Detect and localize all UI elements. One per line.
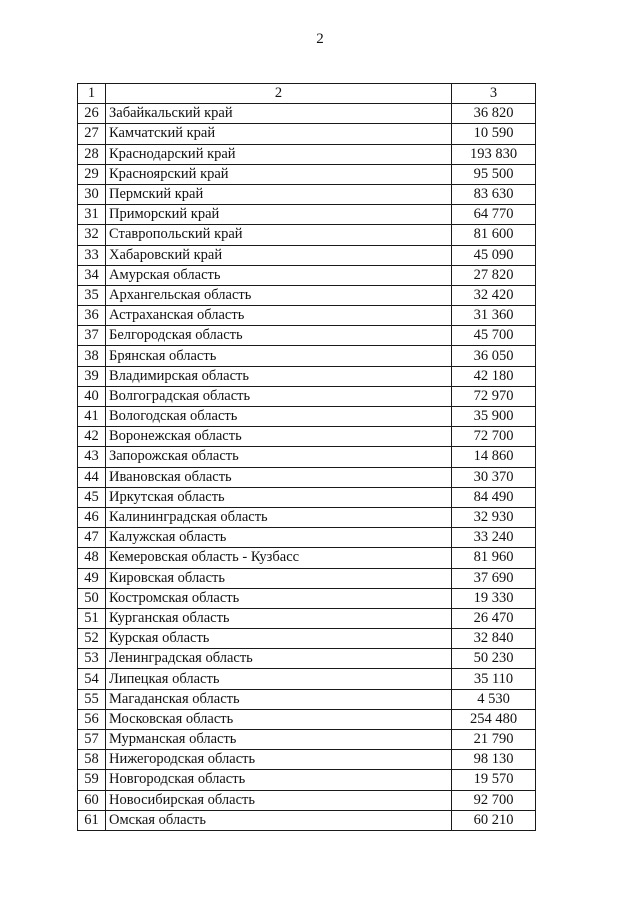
value-cell: 32 930 — [452, 507, 536, 527]
row-number-cell: 46 — [78, 507, 106, 527]
row-number-cell: 49 — [78, 568, 106, 588]
table-row — [78, 750, 536, 770]
region-name-cell: Красноярский край — [106, 164, 452, 184]
row-number-cell: 52 — [78, 629, 106, 649]
region-name-cell: Кировская область — [106, 568, 452, 588]
table-row — [78, 588, 536, 608]
region-name-cell: Воронежская область — [106, 427, 452, 447]
header-col-2: 2 — [106, 84, 452, 104]
region-name-cell: Ленинградская область — [106, 649, 452, 669]
region-name-cell: Белгородская область — [106, 326, 452, 346]
row-number-cell: 40 — [78, 386, 106, 406]
row-number-cell: 50 — [78, 588, 106, 608]
region-name-cell: Астраханская область — [106, 306, 452, 326]
region-name-cell: Пермский край — [106, 184, 452, 204]
value-cell: 92 700 — [452, 790, 536, 810]
table-row — [78, 568, 536, 588]
row-number-cell: 59 — [78, 770, 106, 790]
row-number-cell: 53 — [78, 649, 106, 669]
row-number-cell: 58 — [78, 750, 106, 770]
value-cell: 81 960 — [452, 548, 536, 568]
row-number-cell: 56 — [78, 709, 106, 729]
row-number-cell: 26 — [78, 104, 106, 124]
header-col-3: 3 — [452, 84, 536, 104]
value-cell: 81 600 — [452, 225, 536, 245]
table-row — [78, 285, 536, 305]
row-number-cell: 48 — [78, 548, 106, 568]
region-name-cell: Архангельская область — [106, 285, 452, 305]
value-cell: 32 420 — [452, 285, 536, 305]
table-row — [78, 124, 536, 144]
table-row — [78, 184, 536, 204]
region-name-cell: Запорожская область — [106, 447, 452, 467]
row-number-cell: 44 — [78, 467, 106, 487]
table-row — [78, 407, 536, 427]
table-row — [78, 709, 536, 729]
value-cell: 98 130 — [452, 750, 536, 770]
row-number-cell: 41 — [78, 407, 106, 427]
row-number-cell: 57 — [78, 730, 106, 750]
table-row — [78, 649, 536, 669]
region-name-cell: Вологодская область — [106, 407, 452, 427]
value-cell: 254 480 — [452, 709, 536, 729]
table-row — [78, 487, 536, 507]
table-row — [78, 366, 536, 386]
value-cell: 30 370 — [452, 467, 536, 487]
table-row — [78, 770, 536, 790]
region-name-cell: Краснодарский край — [106, 144, 452, 164]
value-cell: 72 700 — [452, 427, 536, 447]
value-cell: 31 360 — [452, 306, 536, 326]
table-body — [78, 104, 536, 831]
row-number-cell: 60 — [78, 790, 106, 810]
table-row — [78, 225, 536, 245]
table-row — [78, 467, 536, 487]
row-number-cell: 42 — [78, 427, 106, 447]
region-name-cell: Костромская область — [106, 588, 452, 608]
table-row — [78, 346, 536, 366]
value-cell: 193 830 — [452, 144, 536, 164]
value-cell: 35 110 — [452, 669, 536, 689]
region-name-cell: Камчатский край — [106, 124, 452, 144]
region-name-cell: Кемеровская область - Кузбасс — [106, 548, 452, 568]
region-name-cell: Амурская область — [106, 265, 452, 285]
table-row — [78, 528, 536, 548]
table-row — [78, 629, 536, 649]
value-cell: 10 590 — [452, 124, 536, 144]
row-number-cell: 30 — [78, 184, 106, 204]
region-name-cell: Липецкая область — [106, 669, 452, 689]
region-name-cell: Мурманская область — [106, 730, 452, 750]
region-name-cell: Волгоградская область — [106, 386, 452, 406]
value-cell: 14 860 — [452, 447, 536, 467]
table-row — [78, 265, 536, 285]
region-name-cell: Омская область — [106, 810, 452, 830]
table-row — [78, 810, 536, 830]
region-name-cell: Московская область — [106, 709, 452, 729]
table-row — [78, 104, 536, 124]
row-number-cell: 55 — [78, 689, 106, 709]
table-row — [78, 548, 536, 568]
region-name-cell: Приморский край — [106, 205, 452, 225]
table-row — [78, 326, 536, 346]
row-number-cell: 61 — [78, 810, 106, 830]
table-row — [78, 447, 536, 467]
region-name-cell: Калужская область — [106, 528, 452, 548]
table-row — [78, 386, 536, 406]
row-number-cell: 37 — [78, 326, 106, 346]
value-cell: 33 240 — [452, 528, 536, 548]
table-row — [78, 205, 536, 225]
region-name-cell: Хабаровский край — [106, 245, 452, 265]
table-row — [78, 144, 536, 164]
value-cell: 36 050 — [452, 346, 536, 366]
table-row — [78, 608, 536, 628]
value-cell: 26 470 — [452, 608, 536, 628]
table-row — [78, 790, 536, 810]
row-number-cell: 29 — [78, 164, 106, 184]
value-cell: 45 090 — [452, 245, 536, 265]
value-cell: 36 820 — [452, 104, 536, 124]
value-cell: 84 490 — [452, 487, 536, 507]
row-number-cell: 36 — [78, 306, 106, 326]
row-number-cell: 28 — [78, 144, 106, 164]
value-cell: 19 330 — [452, 588, 536, 608]
table-row — [78, 245, 536, 265]
row-number-cell: 38 — [78, 346, 106, 366]
region-name-cell: Новосибирская область — [106, 790, 452, 810]
table-row — [78, 507, 536, 527]
table-row — [78, 669, 536, 689]
value-cell: 50 230 — [452, 649, 536, 669]
region-name-cell: Курская область — [106, 629, 452, 649]
region-name-cell: Иркутская область — [106, 487, 452, 507]
value-cell: 19 570 — [452, 770, 536, 790]
value-cell: 72 970 — [452, 386, 536, 406]
region-name-cell: Забайкальский край — [106, 104, 452, 124]
table-row — [78, 689, 536, 709]
row-number-cell: 35 — [78, 285, 106, 305]
value-cell: 35 900 — [452, 407, 536, 427]
table-row — [78, 730, 536, 750]
row-number-cell: 45 — [78, 487, 106, 507]
region-name-cell: Ставропольский край — [106, 225, 452, 245]
table-row — [78, 427, 536, 447]
value-cell: 42 180 — [452, 366, 536, 386]
row-number-cell: 47 — [78, 528, 106, 548]
region-name-cell: Курганская область — [106, 608, 452, 628]
regions-table — [77, 83, 536, 831]
value-cell: 60 210 — [452, 810, 536, 830]
table-header-row — [78, 84, 536, 104]
row-number-cell: 34 — [78, 265, 106, 285]
row-number-cell: 33 — [78, 245, 106, 265]
value-cell: 4 530 — [452, 689, 536, 709]
row-number-cell: 27 — [78, 124, 106, 144]
region-name-cell: Нижегородская область — [106, 750, 452, 770]
row-number-cell: 51 — [78, 608, 106, 628]
page-number: 2 — [316, 31, 324, 47]
value-cell: 37 690 — [452, 568, 536, 588]
header-col-1: 1 — [78, 84, 106, 104]
value-cell: 32 840 — [452, 629, 536, 649]
region-name-cell: Владимирская область — [106, 366, 452, 386]
region-name-cell: Магаданская область — [106, 689, 452, 709]
value-cell: 21 790 — [452, 730, 536, 750]
region-name-cell: Новгородская область — [106, 770, 452, 790]
value-cell: 64 770 — [452, 205, 536, 225]
region-name-cell: Ивановская область — [106, 467, 452, 487]
table-row — [78, 164, 536, 184]
value-cell: 27 820 — [452, 265, 536, 285]
row-number-cell: 32 — [78, 225, 106, 245]
row-number-cell: 43 — [78, 447, 106, 467]
value-cell: 95 500 — [452, 164, 536, 184]
row-number-cell: 54 — [78, 669, 106, 689]
row-number-cell: 31 — [78, 205, 106, 225]
region-name-cell: Брянская область — [106, 346, 452, 366]
value-cell: 45 700 — [452, 326, 536, 346]
row-number-cell: 39 — [78, 366, 106, 386]
table-row — [78, 306, 536, 326]
region-name-cell: Калининградская область — [106, 507, 452, 527]
value-cell: 83 630 — [452, 184, 536, 204]
